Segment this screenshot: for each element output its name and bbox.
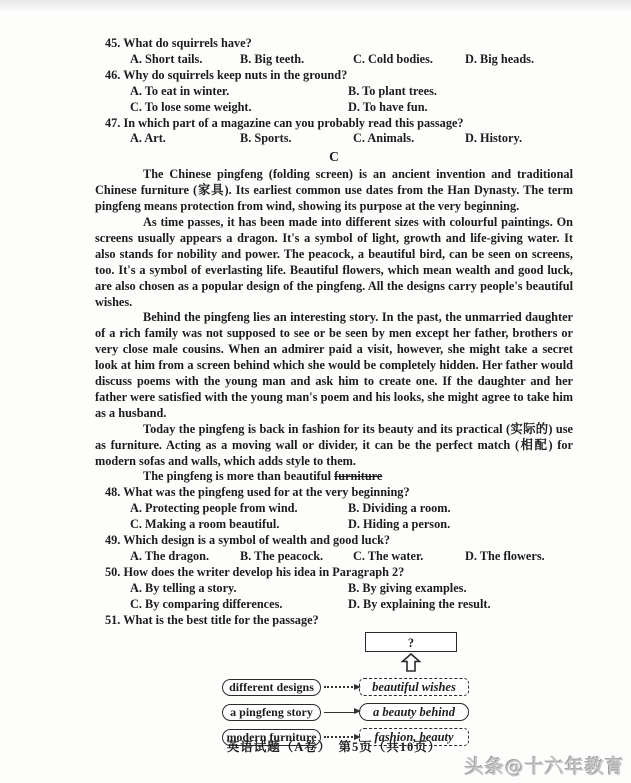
option: B. Big teeth. (240, 51, 305, 66)
options-row (130, 84, 573, 116)
passage-paragraph: The Chinese pingfeng (folding screen) is an ancient invention and traditional Chinese furniture (家具). Its earliest common use dates from the Han Dynasty. The term pingfeng means protection from wind, showing its purpose at the very beginning. (95, 167, 573, 214)
diagram-right-box: fashion, beauty (359, 728, 469, 746)
option: C. Cold bodies. (353, 51, 433, 66)
option: B. The peacock. (240, 549, 324, 563)
diagram-right-box: beautiful wishes (359, 678, 469, 696)
option: D. History. (465, 131, 523, 146)
option: D. Hiding a person. (348, 517, 451, 532)
option: D. To have fun. (348, 99, 428, 114)
passage-paragraph: Today the pingfeng is back in fashion for its beauty and its practical (实际的) use as furniture. Acting as a moving wall or divider, it can be the perfect match (相配) for modern sofas and walls, which adds style to them. (95, 421, 573, 468)
options-row (130, 501, 573, 533)
diagram-row (222, 678, 482, 697)
question-47 (95, 116, 573, 148)
scan-edge-shade (0, 0, 631, 12)
diagram-left-box: modern furniture (222, 729, 321, 746)
title-structure-diagram (222, 632, 482, 747)
option: C. Animals. (353, 131, 415, 146)
option: A. Protecting people from wind. (130, 501, 298, 516)
questions-45-47 (95, 36, 573, 147)
options-row (130, 131, 573, 147)
option: B. Sports. (240, 131, 292, 146)
question-text: 45. What do squirrels have? (105, 36, 252, 50)
page-footer: 英语试题（A卷） 第5页（共10页） (226, 740, 442, 754)
page-content (95, 36, 573, 747)
question-text: 47. In which part of a magazine can you probably read this passage? (105, 115, 464, 130)
question-50 (95, 565, 573, 613)
question-51 (95, 613, 573, 629)
option: C. By comparing differences. (130, 596, 283, 611)
options-row (130, 581, 573, 613)
option: C. The water. (353, 549, 424, 563)
options-row (130, 52, 573, 68)
option: A. To eat in winter. (130, 83, 230, 98)
option: B. By giving examples. (348, 580, 467, 595)
options-row (130, 549, 573, 565)
up-arrow-icon (399, 653, 423, 672)
diagram-left-box: a pingfeng story (222, 704, 321, 721)
watermark-text: 头条@十六年教育 (464, 756, 625, 778)
question-text: 51. What is the best title for the passage? (105, 612, 319, 627)
passage-paragraph: As time passes, it has been made into different sizes with colourful paintings. On screens usually appears a dragon. It's a symbol of light, growth and life-giving water. It also stands for nobility and power. The peacock, a beautiful bird, can be seen on screens, too. It's a symbol of everlasting life. Beautiful flowers, which mean wealth and good luck, are also chosen as a popular design of the pingfeng. All the designs carry people's beautiful wishes. (95, 214, 573, 309)
passage-paragraph: Behind the pingfeng lies an interesting story. In the past, the unmarried daughter of a rich family was not supposed to see or be seen by men except her father, brothers or very close male cousins. When an admirer paid a visit, however, she might take a secret look at him from a screen behind which she would be completely hidden. Her father would discuss poems with the young man and ask him to create one. If the daughter and her father were satisfied with the young man's poem and his looks, she might agree to take him as a husband. (95, 310, 573, 420)
diagram-question-box: ? (365, 632, 457, 652)
question-49 (95, 533, 573, 565)
questions-48-51 (95, 485, 573, 628)
option: B. Dividing a room. (348, 501, 451, 516)
option: D. By explaining the result. (348, 596, 491, 611)
option: B. To plant trees. (348, 83, 437, 98)
passage-section-label: C (329, 149, 339, 165)
option: D. Big heads. (465, 51, 535, 66)
arrow-right-icon (324, 712, 357, 713)
option: C. To lose some weight. (130, 99, 252, 114)
passage-closing-line: The pingfeng is more than beautiful furniture (143, 469, 383, 484)
reading-passage (95, 167, 573, 485)
question-45 (95, 36, 573, 68)
diagram-row (222, 703, 482, 722)
question-text: 46. Why do squirrels keep nuts in the ground? (105, 67, 348, 82)
question-48 (95, 485, 573, 533)
option: D. The flowers. (465, 549, 545, 563)
option: C. Making a room beautiful. (130, 517, 280, 532)
option: A. Art. (130, 131, 166, 146)
arrow-right-icon (324, 686, 357, 688)
diagram-right-box: a beauty behind (359, 703, 469, 721)
diagram-left-box: different designs (222, 679, 321, 696)
struck-word: furniture (334, 469, 383, 484)
question-text: 49. Which design is a symbol of wealth and good luck? (105, 533, 391, 548)
option: A. The dragon. (130, 549, 210, 563)
option: A. By telling a story. (130, 580, 237, 595)
question-text: 50. How does the writer develop his idea in Paragraph 2? (105, 564, 405, 579)
question-text: 48. What was the pingfeng used for at the very beginning? (105, 485, 410, 500)
option: A. Short tails. (130, 51, 203, 66)
question-46 (95, 68, 573, 116)
